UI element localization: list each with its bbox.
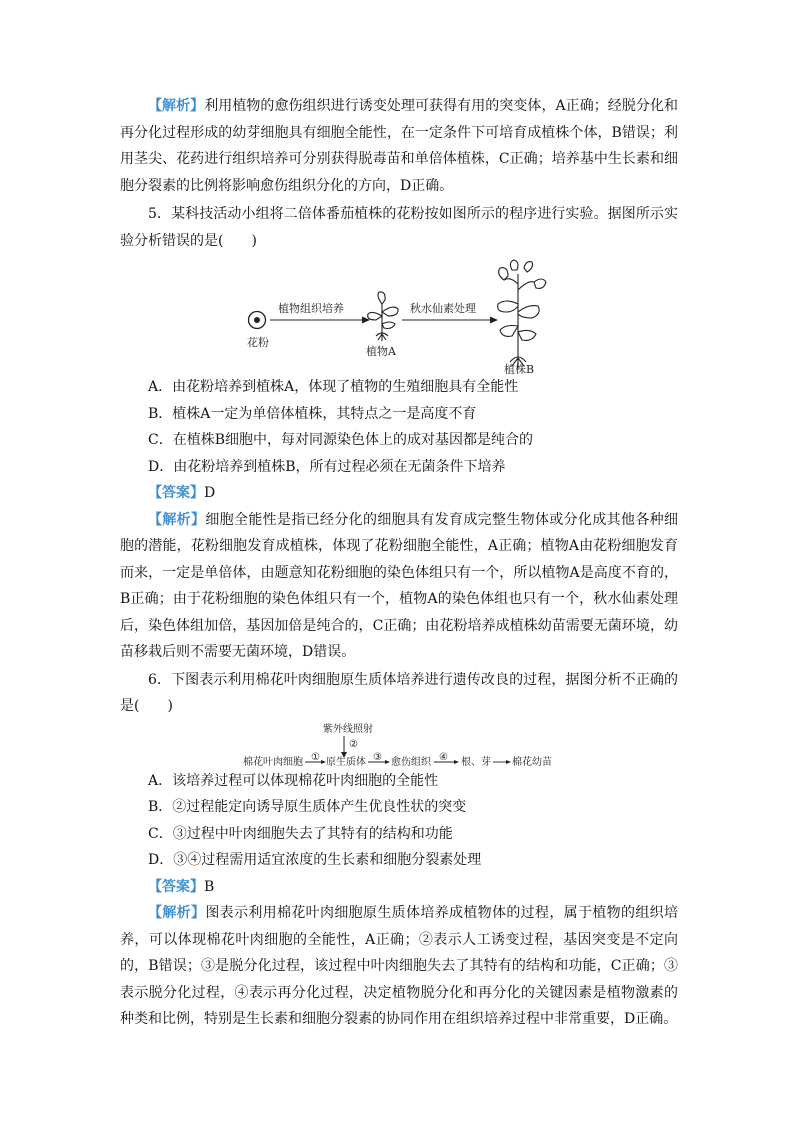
analysis-tag: 【解析】 (148, 511, 206, 528)
q5-answer (120, 480, 678, 507)
q6-answer (120, 874, 678, 901)
step1-marker: ① (311, 751, 320, 763)
q6-option-d: D．③④过程需用适宜浓度的生长素和细胞分裂素处理 (148, 852, 482, 868)
answer-value: D (204, 485, 216, 501)
q6-figure (120, 720, 678, 768)
node-roots-buds: 根、芽 (461, 756, 491, 768)
node-callus: 愈伤组织 (391, 756, 431, 768)
step4-marker: ④ (439, 751, 448, 763)
analysis-text: 图表示利用棉花叶肉细胞原生质体培养成植物体的过程，属于植物的组织培养，可以体现棉花叶肉细胞的全能性，A正确；②表示人工诱变过程，基因突变是不定向的，B错误；③是脱分化过程，该过程中叶肉细胞失去了其特有的结构和功能，C正确；③表示脱分化过程，④表示再分化过程，决定植物脱分化和再分化的关键因素是植物激素的种类和比例，特别是生长素和细胞分裂素的协同作用在组织培养过程中非常重要，D正确。 (120, 905, 679, 1027)
q6-analysis (120, 900, 678, 1033)
q5-analysis (120, 507, 678, 666)
q5-diagram (120, 254, 678, 374)
document-page (120, 93, 678, 1033)
node-seedling: 棉花幼苗 (512, 756, 552, 768)
q6-options (120, 768, 678, 874)
answer-tag: 【答案】 (148, 485, 204, 501)
plant-b-icon (498, 260, 546, 368)
answer-tag: 【答案】 (148, 878, 204, 895)
q5-option-d: D．由花粉培养到植株B，所有过程必须在无菌条件下培养 (148, 458, 506, 475)
step2-label: 秋水仙素处理 (410, 302, 476, 315)
q5-option-c: C．在植株B细胞中，每对同源染色体上的成对基因都是纯合的 (148, 432, 533, 448)
node-leaf-cells: 棉花叶肉细胞 (243, 756, 303, 768)
node-protoplast: 原生质体 (326, 756, 366, 768)
arrow-2 (402, 317, 498, 324)
q6-option-c: C．③过程中叶肉细胞失去了其特有的结构和功能 (148, 825, 453, 842)
q5-stem: 5．某科技活动小组将二倍体番茄植株的花粉按如图所示的程序进行实验。据图所示实验分析错误的是( ) (120, 206, 678, 249)
q6-stem: 6．下图表示利用棉花叶肉细胞原生质体培养进行遗传改良的过程，据图分析不正确的是( ) (120, 671, 678, 714)
answer-value: B (204, 878, 215, 895)
q5-options (120, 374, 678, 480)
q6-option-b: B．②过程能定向诱导原生质体产生优良性状的突变 (148, 799, 467, 815)
uv-arrow (341, 736, 347, 758)
plant-a-label: 植物A (366, 345, 396, 358)
pollen-icon (249, 312, 266, 329)
q5-figure (120, 254, 678, 374)
q6-flowchart (120, 720, 678, 768)
q5-option-a: A．由花粉培养到植株A，体现了植物的生殖细胞具有全能性 (148, 379, 519, 395)
analysis-tag: 【解析】 (148, 905, 206, 921)
plant-b-label: 植株B (504, 363, 535, 374)
step3-marker: ③ (373, 751, 382, 763)
q5-option-b: B．植株A一定为单倍体植株，其特点之一是高度不育 (148, 405, 477, 422)
step1-label: 植物组织培养 (278, 302, 344, 315)
analysis-tag: 【解析】 (148, 98, 205, 114)
arrow-1 (270, 317, 370, 324)
analysis-text: 利用植物的愈伤组织进行诱变处理可获得有用的突变体，A正确；经脱分化和再分化过程形成的幼芽细胞具有细胞全能性，在一定条件下可培育成植株个体，B错误；利用茎尖、花药进行组织培养可分别获得脱毒苗和单倍体植株，C正确；培养基中生长素和细胞分裂素的比例将影响愈伤组织分化的方向，D正确。 (120, 98, 679, 194)
q6-option-a: A．该培养过程可以体现棉花叶肉细胞的全能性 (148, 772, 439, 789)
step2-marker: ② (349, 738, 358, 750)
pollen-label: 花粉 (247, 336, 269, 349)
plant-a-icon (368, 292, 398, 341)
q4-analysis (120, 93, 678, 199)
analysis-text: 细胞全能性是指已经分化的细胞具有发育成完整生物体或分化成其他各种细胞的潜能，花粉细胞发育成植株，体现了花粉细胞全能性，A正确；植物A由花粉细胞发育而来，一定是单倍体，由题意知花粉细胞的染色体组只有一个，所以植物A是高度不育的，B正确；由于花粉细胞的染色体组只有一个，植物A的染色体组也只有一个，秋水仙素处理后，染色体组加倍，基因加倍是纯合的，C正确；由花粉培养成植株幼苗需要无菌环境，幼苗移栽后则不需要无菌环境，D错误。 (120, 511, 679, 660)
uv-label: 紫外线照射 (323, 723, 373, 735)
flow-arrow-4 (493, 760, 511, 764)
